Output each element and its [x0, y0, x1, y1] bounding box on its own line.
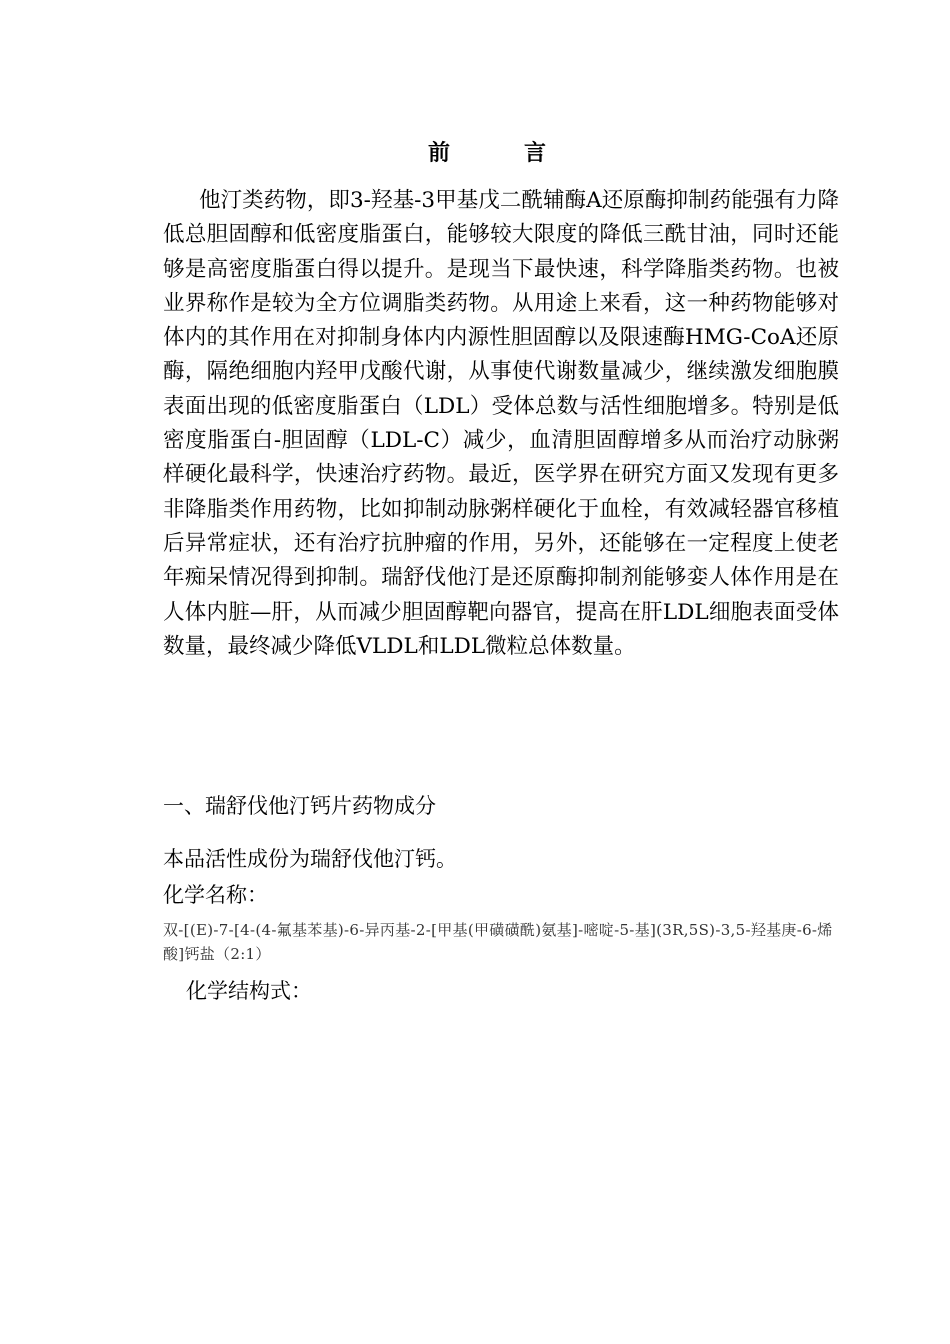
chemical-name: 双-[(E)-7-[4-(4-氟基苯基)-6-异丙基-2-[甲基(甲磺磺酰)氨基]-嘧啶-5-基](3R,5S)-3,5-羟基庚-6-烯酸]钙盐（2:1） — [163, 921, 833, 963]
section-heading: 一、瑞舒伐他汀钙片药物成分 — [163, 794, 436, 818]
chemical-structure-label: 化学结构式： — [186, 979, 312, 1003]
chemical-name-label: 化学名称： — [163, 883, 268, 907]
active-ingredient-text: 本品活性成份为瑞舒伐他汀钙。 — [163, 847, 457, 871]
intro-paragraph: 他汀类药物，即3-羟基-3甲基戊二酰辅酶A还原酶抑制药能强有力降低总胆固醇和低密度脂蛋白，能够较大限度的降低三酰甘油，同时还能够是高密度脂蛋白得以提升。是现当下最快速，科学降脂类药物。也被业界称作是较为全方位调脂类药物。从用途上来看，这一种药物能够对体内的其作用在对抑制身体内内源性胆固醇以及限速酶HMG-CoA还原酶，隔绝细胞内羟甲戊酸代谢，从事使代谢数量减少，继续激发细胞膜表面出现的低密度脂蛋白（LDL）受体总数与活性细胞增多。特别是低密度脂蛋白-胆固醇（LDL-C）减少，血清胆固醇增多从而治疗动脉粥样硬化最科学，快速治疗药物。最近，医学界在研究方面又发现有更多非降脂类作用药物，比如抑制动脉粥样硬化于血栓，有效减轻器官移植后异常症状，还有治疗抗肿瘤的作用，另外，还能够在一定程度上使老年痴呆情况得到抑制。瑞舒伐他汀是还原酶抑制剂能够娈人体作用是在人体内脏—肝，从而减少胆固醇靶向器官，提高在肝LDL细胞表面受体数量，最终减少降低VLDL和LDL微粒总体数量。 — [163, 188, 839, 659]
page-title: 前 言 — [427, 139, 572, 166]
